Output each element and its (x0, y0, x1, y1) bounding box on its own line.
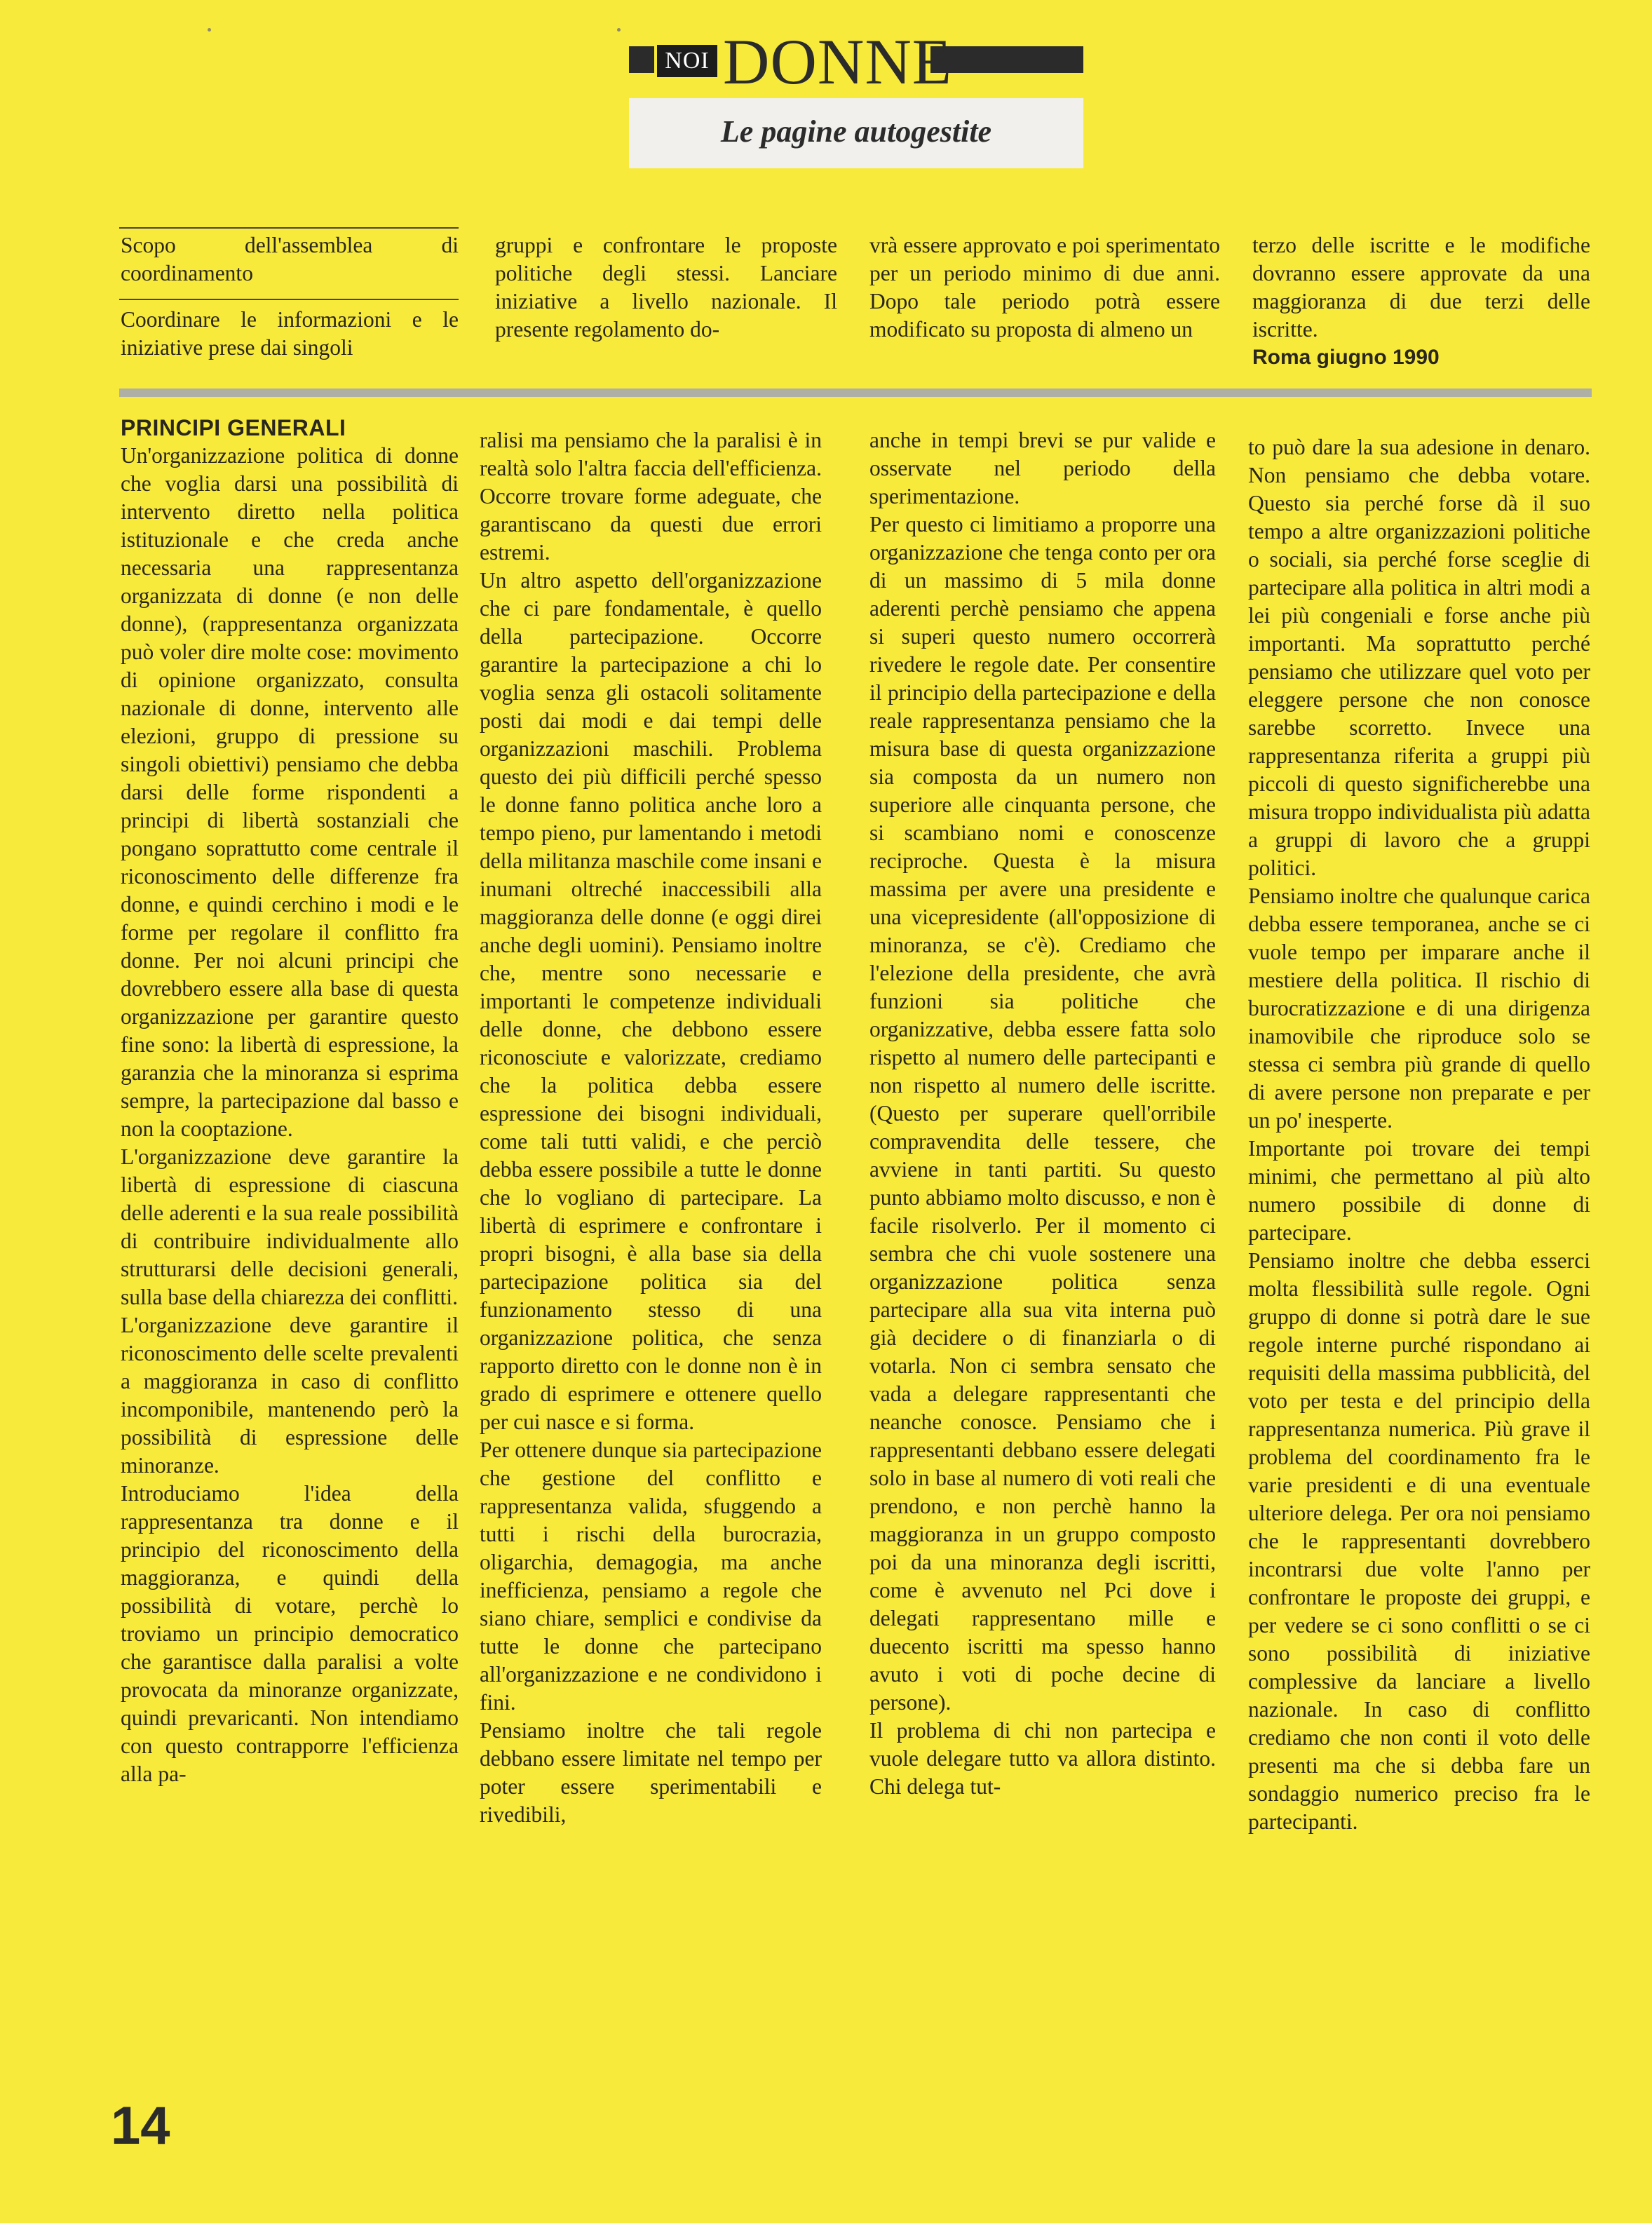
assembly-scope-title: Scopo dell'assemblea di coordinamento (121, 233, 459, 285)
paragraph: Pensiamo inoltre che debba esserci molta flessibilità sulle regole. Ogni gruppo di donne si potrà dare le sue regole interne purché rispondano ai requisiti della massima pubblicità, del voto per testa e del principio della rappresentanza numerica. Più grave il problema del coordinamento fra le varie presidenti e di una eventuale ulteriore delega. Per ora noi pensiamo che le rappresentanti dovrebbero incontrarsi due volte l'anno per confrontare le proposte dei gruppi, e per vedere se ci sono conflitti o se ci sono possibilità di iniziative complessive da lanciare a livello nazionale. In caso di conflitto crediamo che non conti il voto delle presenti ma che si debba fare un sondaggio numerico preciso fra le partecipanti. (1248, 1248, 1590, 1834)
top-column-3-text: vrà essere approvato e poi sperimentato per un periodo minimo di due anni. Dopo tale periodo potrà essere modificato su proposta di almeno un (869, 233, 1220, 342)
paragraph: Per ottenere dunque sia partecipazione che gestione del conflitto e rappresentanza valida, sfuggendo a tutti i rischi della burocrazia, oligarchia, demagogia, ma anche inefficienza, pensiamo a regole che siano chiare, semplici e condivise da tutte le donne che partecipano all'organizzazione e ne condividono i fini. (480, 1438, 822, 1715)
paragraph: Un'organizzazione politica di donne che voglia darsi una possibilità di intervento diretto nella politica istituzionale e che creda anche necessaria una rappresentanza organizzata di donne (e non delle donne), (rappresentanza organizzata può voler dire molte cose: movimento di opinione organizzato, consulta nazionale di donne, intervento alle elezioni, gruppo di pressione su singoli obiettivi) pensiamo che debba darsi delle forme rispondenti a principi di libertà sostanziali che pongano soprattutto come centrale il riconoscimento delle differenze fra donne, e quindi cerchino i modi e le forme per regolare il conflitto fra donne. Per noi alcuni principi che dovrebbero essere alla base di questa organizzazione per garantire questo fine sono: la libertà di espressione, la garanzia che la minoranza si esprima sempre, la partecipazione dal basso e non la cooptazione. (121, 443, 459, 1141)
paragraph: Importante poi trovare dei tempi minimi, che permettano al più alto numero possibile di donne di partecipare. (1248, 1136, 1590, 1245)
donne-box (720, 26, 952, 97)
body-column-2 (480, 426, 822, 1829)
print-speck (208, 28, 211, 32)
body-column-4 (1248, 433, 1590, 1836)
title-bottom-rule (119, 299, 459, 300)
paragraph: Un altro aspetto dell'organizzazione che ci pare fondamentale, è quello della partecipazione. Occorre garantire la partecipazione a chi lo voglia senza gli ostacoli solitamente posti dai modi e dai tempi delle organizzazioni maschili. Problema questo dei più difficili perché spesso le donne fanno politica anche loro a tempo pieno, pur lamentando i metodi della militanza maschile come insani e inumani oltreché inaccessibili alla maggioranza delle donne (e oggi direi anche degli uomini). Pensiamo inoltre che, mentre sono necessarie e importanti le competenze individuali delle donne, che debbono essere riconosciute e valorizzate, crediamo che la politica debba essere espressione dei bisogni individuali, come tali tutti validi, e che perciò debba essere possibile a tutte le donne che lo vogliano di partecipare. La libertà di esprimere e confrontare i propri bisogni, è alla base sia della partecipazione politica sia del funzionamento stesso di una organizzazione politica, che senza rapporto diretto con le donne non è in grado di esprimere e ottenere quello per cui nasce e si forma. (480, 568, 822, 1434)
top-column-2 (495, 231, 837, 344)
section-divider (119, 388, 1592, 397)
page-number: 14 (111, 2096, 170, 2156)
masthead-logo (629, 25, 1083, 95)
paragraph: anche in tempi brevi se pur valide e osservate nel periodo della sperimentazione. (869, 428, 1216, 508)
paragraph: Introduciamo l'idea della rappresentanza tra donne e il principio del riconoscimento della maggioranza, e quindi della possibilità di votare, perchè lo troviamo un principio democratico che garantisce dalla paralisi a volte provocata da minoranze organizzate, quindi prevaricanti. Non intendiamo con questo contrapporre l'efficienza alla pa- (121, 1481, 459, 1786)
noi-label: NOI (657, 45, 717, 77)
donne-title: DONNE (723, 26, 952, 97)
top-column-4-text: terzo delle iscritte e le modifiche dovranno essere approvate da una maggioranza di due terzi delle iscritte. (1252, 233, 1590, 342)
paragraph: L'organizzazione deve garantire il riconoscimento delle scelte prevalenti a maggioranza in caso di conflitto incomponibile, mantenendo però la possibilità di espressione delle minoranze. (121, 1313, 459, 1478)
top-column-3 (869, 231, 1220, 344)
masthead (629, 25, 1083, 168)
title-top-rule (119, 227, 459, 229)
section-title: PRINCIPI GENERALI (121, 415, 346, 440)
noi-badge (654, 42, 720, 80)
paragraph: to può dare la sua adesione in denaro. Non pensiamo che debba votare. Questo sia perché forse dà il suo tempo a altre organizzazioni politiche o sociali, sia perché forse sceglie di partecipare alla politica in altri modi a lei più congeniali e forse anche più importanti. Ma soprattutto perché pensiamo che utilizzare quel voto per eleggere persone che non conosce sarebbe scorretto. Invece una rappresentanza riferita a gruppi più piccoli di questo significherebbe una misura troppo individualista più adatta a gruppi di lavoro che a gruppi politici. (1248, 435, 1590, 880)
top-column-2-text: gruppi e confrontare le proposte politiche degli stessi. Lanciare iniziative a livello nazionale. Il presente regolamento do- (495, 233, 837, 342)
print-speck (617, 28, 621, 32)
paragraph: L'organizzazione deve garantire la libertà di espressione di ciascuna delle aderenti e la sua reale possibilità di contribuire individualmente allo strutturarsi delle decisioni generali, sulla base della chiarezza dei conflitti. (121, 1144, 459, 1309)
paragraph: Pensiamo inoltre che qualunque carica debba essere temporanea, anche se ci vuole tempo per imparare anche il mestiere della politica. Il rischio di burocratizzazione e di una dirigenza inamovibile che riproduce solo se stessa ci sembra più grande di quello di avere persone non preparate e per un po' inesperte. (1248, 884, 1590, 1133)
top-column-1 (121, 231, 459, 288)
paragraph: ralisi ma pensiamo che la paralisi è in realtà solo l'altra faccia dell'efficienza. Occorre trovare forme adeguate, che garantiscano da questi due errori estremi. (480, 428, 822, 565)
body-column-3 (869, 426, 1216, 1801)
top-column-4 (1252, 231, 1590, 372)
signature-date: Roma giugno 1990 (1252, 346, 1440, 369)
paragraph: Pensiamo inoltre che tali regole debbano essere limitate nel tempo per poter essere sperimentabili e rivedibili, (480, 1718, 822, 1827)
body-column-1 (121, 414, 459, 1788)
top-column-1-body (121, 306, 459, 362)
paragraph: Il problema di chi non partecipa e vuole delegare tutto va allora distinto. Chi delega tut- (869, 1718, 1216, 1799)
paragraph: Per questo ci limitiamo a proporre una organizzazione che tenga conto per ora di un massimo di 5 mila donne aderenti perchè pensiamo che appena si superi questo numero occorrerà rivedere le regole date. Per consentire il principio della partecipazione e della reale rappresentanza pensiamo che la misura base di questa organizzazione sia composta da un numero non superiore alle cinquanta persone, che si scambiano nomi e conoscenze reciproche. Questa è la misura massima per avere una presidente e una vicepresidente (all'opposizione di minoranza, se c'è). Crediamo che l'elezione della presidente, che avrà funzioni sia politiche che organizzative, debba essere fatta solo rispetto al numero delle partecipanti e non rispetto al numero delle iscritte.(Questo per superare quell'orribile compravendita delle tessere, che avviene in tanti partiti. Su questo punto abbiamo molto discusso, e non è facile risolverlo. Per il momento ci sembra che chi vuole sostenere una organizzazione politica senza partecipare alla sua vita interna può già decidere o di finanziarla o di votarla. Non ci sembra sensato che vada a delegare rappresentanti che neanche conosce. Pensiamo che i rappresentanti debbano essere delegati solo in base al numero di voti reali che prendono, e non perchè hanno la maggioranza in un gruppo composto poi da una minoranza degli iscritti, come è avvenuto nel Pci dove i delegati rappresentano mille e duecento iscritti ma spesso hanno avuto i voti di poche decine di persone). (869, 512, 1216, 1715)
assembly-scope-text: Coordinare le informazioni e le iniziative prese dai singoli (121, 307, 459, 360)
masthead-subtitle-panel (629, 98, 1083, 168)
masthead-subtitle: Le pagine autogestite (720, 114, 992, 149)
